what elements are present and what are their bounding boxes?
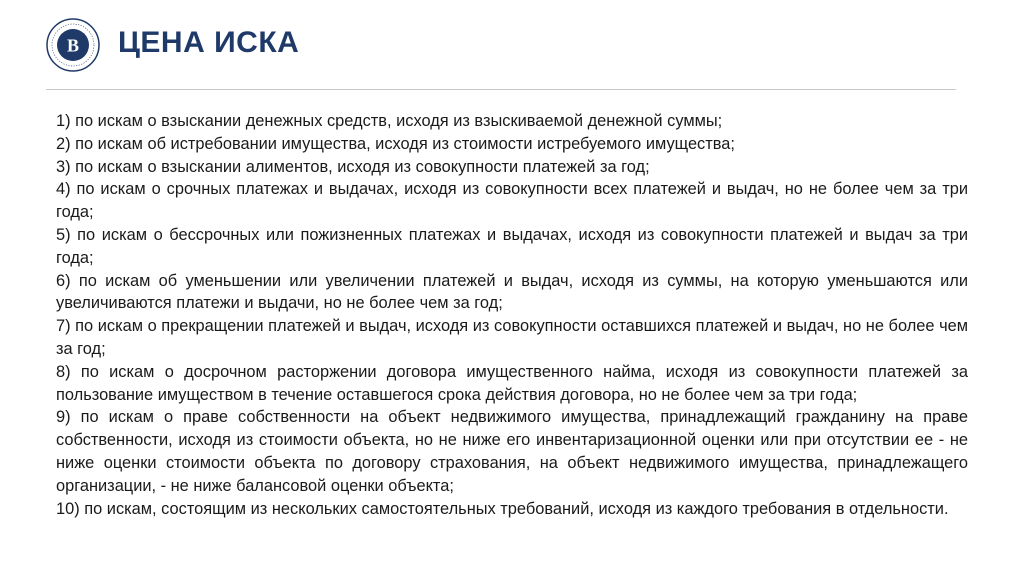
hse-university-logo-icon xyxy=(46,18,100,72)
list-item: 5) по искам о бессрочных или пожизненных платежах и выдачах, исходя из совокупности платежей и выдач за три года; xyxy=(56,225,968,267)
header-divider xyxy=(46,89,956,90)
list-item: 6) по искам об уменьшении или увеличении платежей и выдач, исходя из суммы, на которую уменьшаются или увеличиваются платежи и выдачи, но не более чем за год; xyxy=(56,271,968,313)
slide-content xyxy=(56,110,968,520)
page-title: ЦЕНА ИСКА xyxy=(118,26,300,59)
list-item: 1) по искам о взыскании денежных средств, исходя из взыскиваемой денежной суммы; xyxy=(56,112,723,130)
list-item: 9) по искам о праве собственности на объект недвижимого имущества, принадлежащий гражданину на праве собственности, исходя из стоимости объекта, но не ниже его инвентаризационной оценки или при отсутствии ее - не ниже оценки стоимости объекта по договору страхования, на объект недвижимого имущества, принадлежащего организации, - не ниже балансовой оценки объекта; xyxy=(56,408,968,495)
list-item: 7) по искам о прекращении платежей и выдач, исходя из совокупности оставшихся платежей и выдач, но не более чем за год; xyxy=(56,317,968,358)
list-item: 10) по искам, состоящим из нескольких самостоятельных требований, исходя из каждого требования в отдельности. xyxy=(56,499,949,518)
list-item: 4) по искам о срочных платежах и выдачах, исходя из совокупности всех платежей и выдач, но не более чем за три года; xyxy=(56,180,968,222)
list-item: 8) по искам о досрочном расторжении договора имущественного найма, исходя из совокупности платежей за пользование имуществом в течение оставшегося срока действия договора, но не более чем за три года; xyxy=(56,362,968,404)
list-item: 2) по искам об истребовании имущества, исходя из стоимости истребуемого имущества; xyxy=(56,134,735,153)
svg-text:В: В xyxy=(66,35,80,56)
list-item: 3) по искам о взыскании алиментов, исходя из совокупности платежей за год; xyxy=(56,157,650,176)
